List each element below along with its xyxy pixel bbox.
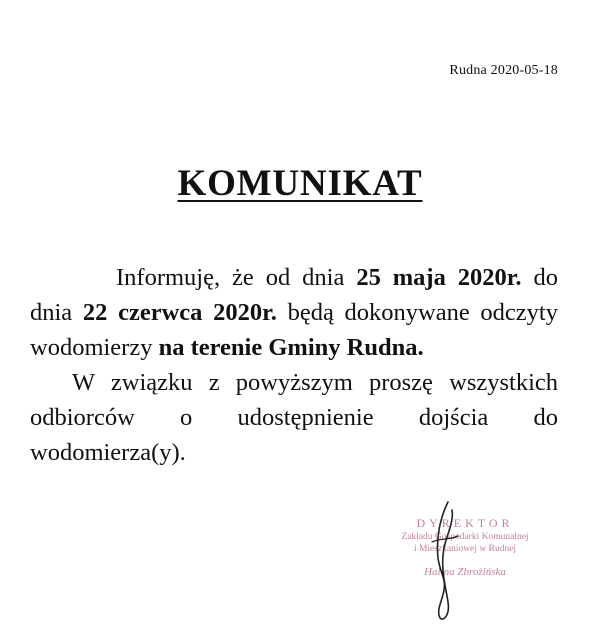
- p1-text-1: Informuję, że od dnia: [116, 264, 357, 291]
- announcement-body: [30, 260, 558, 470]
- end-date: 22 czerwca 2020r.: [82, 299, 277, 326]
- paragraph-2: W związku z powyższym proszę wszystkich odbiorców o udostępnienie dojścia do wodomierza(y).: [30, 369, 558, 466]
- date-line: Rudna 2020-05-18: [449, 63, 558, 78]
- area-name: na terenie Gminy Rudna.: [158, 334, 424, 361]
- stamp-name: Halina Zbrożińska: [424, 566, 506, 578]
- paragraph-1: [30, 260, 558, 365]
- handwritten-signature: [410, 498, 480, 623]
- start-date: 25 maja 2020r.: [356, 264, 522, 291]
- page-title: [0, 162, 600, 205]
- stamp-line-2: Zakładu Gospodarki Komunalnej: [401, 532, 529, 542]
- p1-text-3: będą dokonywane odczyty wodomierzy: [30, 299, 558, 361]
- p1-text-2: do dnia: [30, 264, 558, 326]
- stamp-line-3: i Mieszkaniowej w Rudnej: [413, 544, 517, 554]
- title-text: KOMUNIKAT: [177, 163, 423, 204]
- stamp-title: DYREKTOR: [416, 516, 514, 530]
